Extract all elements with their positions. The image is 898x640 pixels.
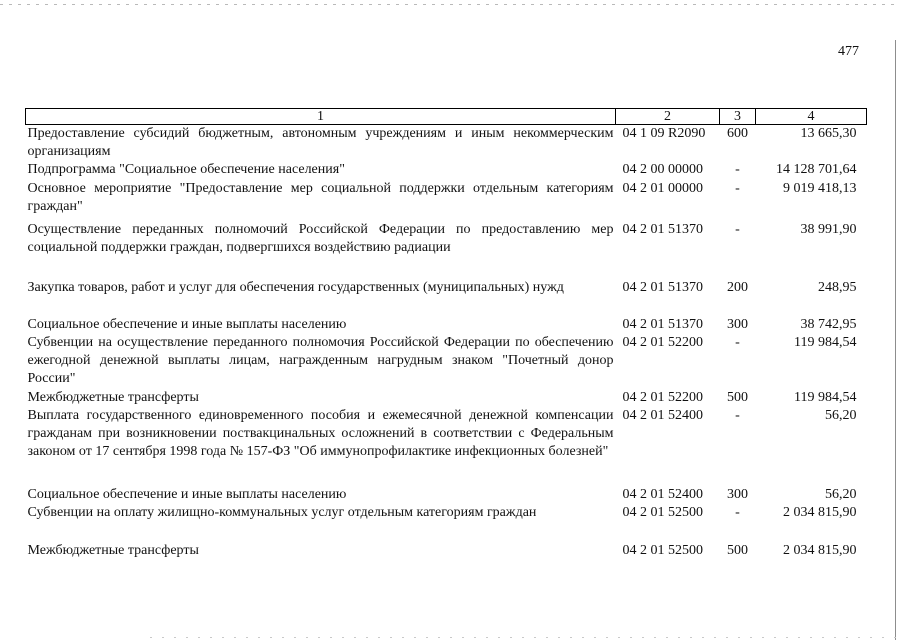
row-type: 300 (727, 487, 748, 502)
page-number: 477 (838, 44, 859, 59)
row-code: 04 2 01 00000 (622, 181, 703, 196)
table-row (26, 504, 867, 542)
row-type: 200 (727, 280, 748, 295)
row-amount: 38 991,90 (800, 222, 857, 237)
row-amount: 56,20 (825, 487, 857, 502)
row-code: 04 2 01 52500 (622, 543, 703, 558)
row-code: 04 2 01 51370 (622, 317, 703, 332)
row-code: 04 2 01 52400 (622, 487, 703, 502)
table-row (26, 407, 867, 486)
table-row (26, 279, 867, 316)
row-code: 04 2 01 51370 (622, 280, 703, 295)
column-header-amount: 4 (756, 109, 867, 125)
table-row (26, 334, 867, 389)
row-amount: 2 034 815,90 (783, 505, 857, 520)
scan-edge-top (0, 4, 898, 5)
row-name: Осуществление переданных полномочий Российской Федерации по предоставлению мер социальной поддержки граждан, подвергшихся воздействию радиации (27, 222, 614, 255)
row-code: 04 2 01 52400 (622, 408, 703, 423)
table-header-row (26, 109, 867, 125)
column-header-name: 1 (26, 109, 616, 125)
row-amount: 248,95 (818, 280, 857, 295)
column-header-type: 3 (720, 109, 756, 125)
table-row (26, 180, 867, 221)
row-type: - (735, 335, 740, 350)
table-row (26, 161, 867, 180)
row-amount: 38 742,95 (800, 317, 857, 332)
row-name: Закупка товаров, работ и услуг для обеспечения государственных (муниципальных) нужд (27, 280, 564, 295)
row-code: 04 2 01 52200 (622, 390, 703, 405)
table-row (26, 221, 867, 279)
row-amount: 13 665,30 (800, 126, 857, 141)
table-row (26, 316, 867, 334)
row-amount: 119 984,54 (794, 335, 857, 350)
row-amount: 14 128 701,64 (776, 162, 857, 177)
budget-table (25, 108, 867, 560)
row-code: 04 2 00 00000 (622, 162, 703, 177)
column-header-code: 2 (616, 109, 720, 125)
row-name: Основное мероприятие "Предоставление мер социальной поддержки отдельным категориям граждан" (27, 181, 614, 214)
row-amount: 119 984,54 (794, 390, 857, 405)
row-name: Субвенции на осуществление переданного полномочия Российской Федерации по обеспечению ежегодной денежной выплаты лицам, награжденным нагрудным знаком "Почетный донор России" (27, 335, 614, 386)
row-name: Межбюджетные трансферты (27, 543, 199, 558)
scan-edge-bottom (150, 637, 898, 638)
row-code: 04 1 09 R2090 (622, 126, 706, 141)
row-name: Субвенции на оплату жилищно-коммунальных услуг отдельным категориям граждан (27, 505, 537, 520)
row-type: 300 (727, 317, 748, 332)
table-row (26, 542, 867, 560)
row-type: - (735, 222, 740, 237)
row-name: Предоставление субсидий бюджетным, автономным учреждениям и иным некоммерческим организациям (27, 126, 614, 159)
table-row (26, 486, 867, 504)
row-type: - (735, 162, 740, 177)
row-name: Социальное обеспечение и иные выплаты населению (27, 317, 347, 332)
scan-edge-right (895, 40, 896, 640)
row-amount: 56,20 (825, 408, 857, 423)
row-name: Выплата государственного единовременного пособия и ежемесячной денежной компенсации гражданам при возникновении поствакцинальных осложнений в соответствии с Федеральным законом от 17 сентября 1998 года № 157-ФЗ "Об иммунопрофилактике инфекционных болезней" (27, 408, 614, 459)
row-type: - (735, 408, 740, 423)
row-code: 04 2 01 51370 (622, 222, 703, 237)
row-name: Межбюджетные трансферты (27, 390, 199, 405)
row-name: Подпрограмма "Социальное обеспечение населения" (27, 162, 345, 177)
row-type: 500 (727, 390, 748, 405)
row-type: 600 (727, 126, 748, 141)
row-amount: 2 034 815,90 (783, 543, 857, 558)
table-row (26, 125, 867, 162)
row-type: - (735, 181, 740, 196)
row-code: 04 2 01 52500 (622, 505, 703, 520)
table-row (26, 389, 867, 407)
row-type: - (735, 505, 740, 520)
row-name: Социальное обеспечение и иные выплаты населению (27, 487, 347, 502)
row-code: 04 2 01 52200 (622, 335, 703, 350)
row-amount: 9 019 418,13 (783, 181, 857, 196)
row-type: 500 (727, 543, 748, 558)
